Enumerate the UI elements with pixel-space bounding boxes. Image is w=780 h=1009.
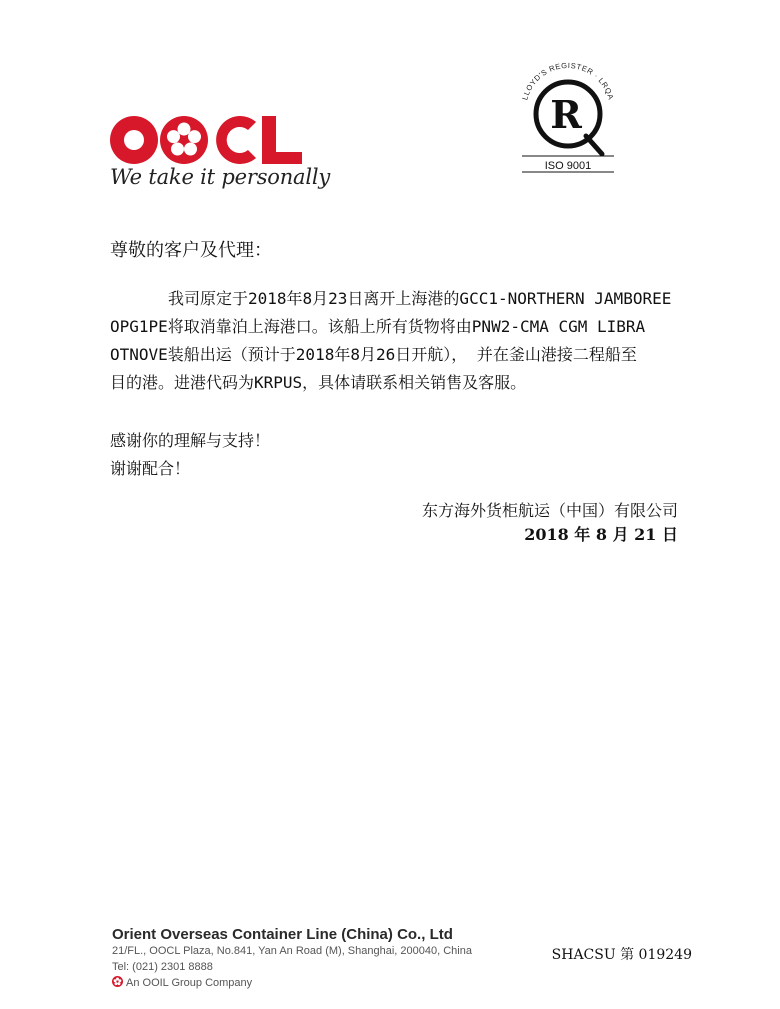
body-line: OPG1PE将取消靠泊上海港口。该船上所有货物将由PNW2-CMA CGM LIBRA [110, 317, 646, 336]
signature-company: 东方海外货柜航运（中国）有限公司 [421, 501, 678, 520]
thanks-line: 感谢你的理解与支持！ [110, 431, 271, 450]
thanks-line: 谢谢配合！ [110, 459, 191, 478]
reference-number: SHACSU 第 019249 [551, 947, 692, 963]
oocl-logo [108, 112, 304, 168]
logo-letter-l [262, 116, 302, 164]
lrqa-seal [512, 58, 624, 174]
seal-standard: ISO 9001 [544, 160, 592, 172]
seal-ring-text: LLOYD'S REGISTER · LRQA [520, 60, 616, 102]
tagline: We take it personally [110, 165, 331, 189]
footer-tel: Tel: (021) 2301 8888 [112, 961, 213, 973]
oocl-flower-icon [112, 976, 123, 987]
body-line: OTNOVE装船出运（预计于2018年8月26日开航）， 并在釜山港接二程船至 [110, 345, 637, 364]
logo-flower-o [160, 116, 208, 164]
body-line: 我司原定于2018年8月23日离开上海港的GCC1-NORTHERN JAMBOREE [168, 289, 672, 308]
footer-address: 21/FL., OOCL Plaza, No.841, Yan An Road (M), Shanghai, 200040, China [112, 945, 472, 957]
salutation: 尊敬的客户及代理： [110, 240, 272, 261]
logo-letter-o-1 [110, 116, 158, 164]
seal-mark: R [550, 92, 582, 137]
signature-date: 2018 年 8 月 21 日 [524, 525, 678, 544]
body-paragraph [110, 285, 690, 397]
body-line: 目的港。进港代码为KRPUS，具体请联系相关销售及客服。 [110, 373, 527, 392]
logo-letter-c [216, 116, 256, 164]
footer-group: An OOIL Group Company [126, 977, 253, 989]
footer-group-line [112, 976, 252, 989]
footer-company-name: Orient Overseas Container Line (China) Co., Ltd [112, 926, 453, 943]
